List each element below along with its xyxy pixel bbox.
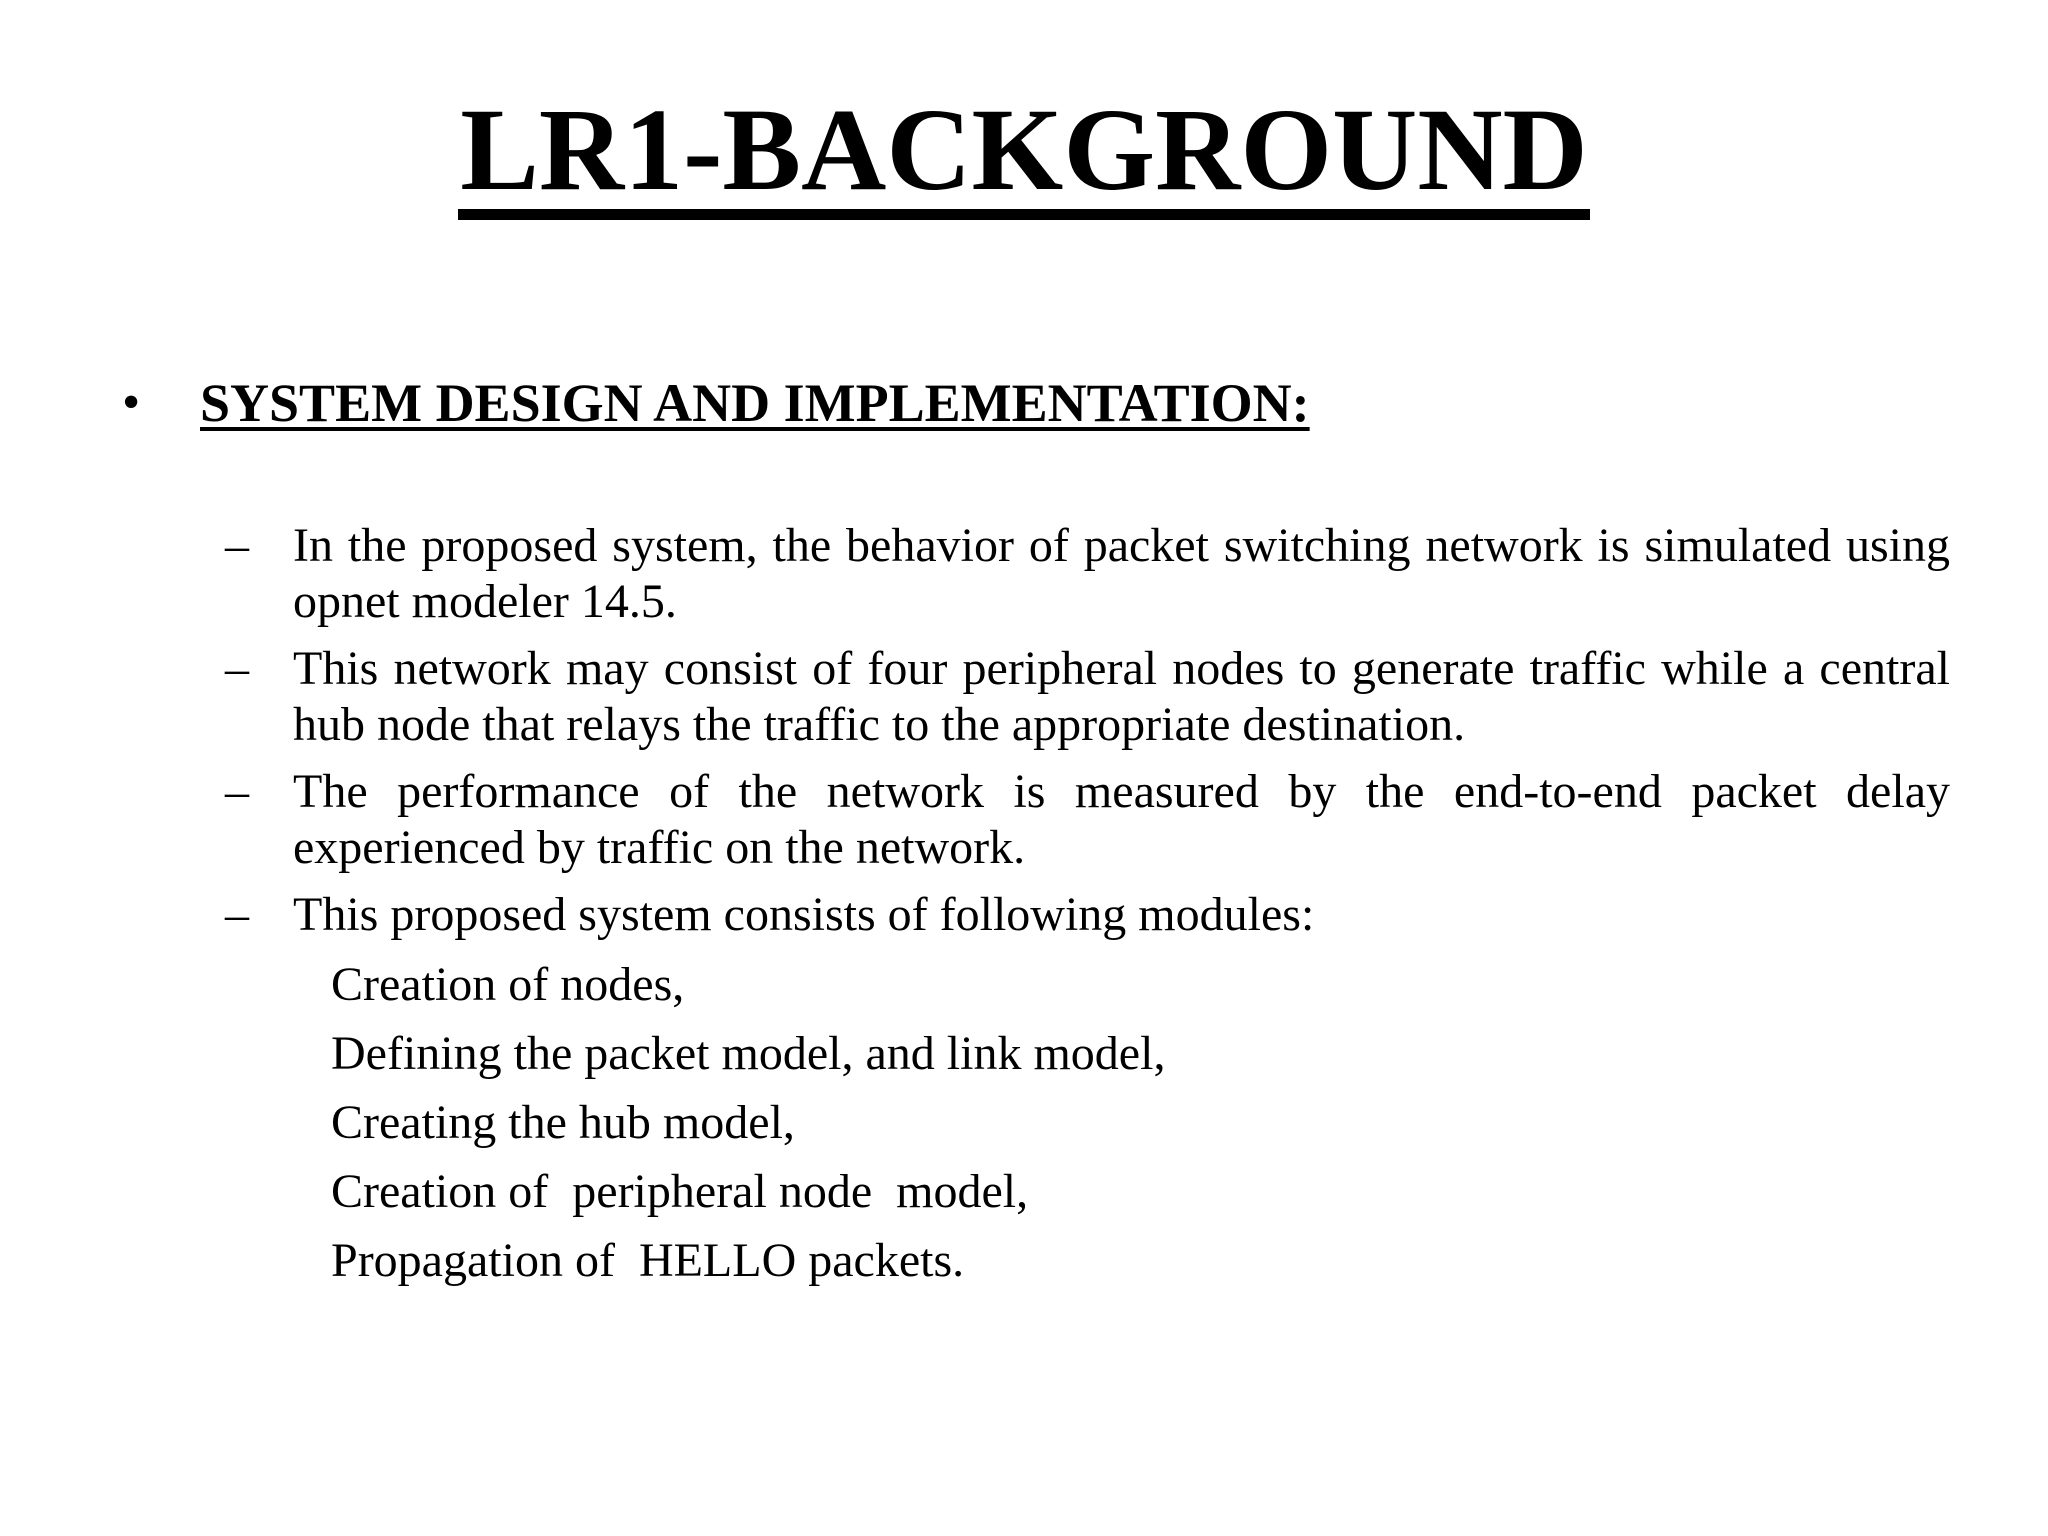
list-item-text: This proposed system consists of following modules: [293, 888, 1315, 941]
slide-title-text: LR1-BACKGROUND [458, 91, 1590, 220]
module-list [331, 950, 1165, 1295]
dash-icon: – [225, 519, 249, 572]
list-item-text: This network may consist of four peripheral nodes to generate traffic while a central hub node that relays the traffic to the appropriate destination. [293, 642, 1950, 751]
module-item: Creation of nodes, [331, 958, 685, 1011]
dash-icon: – [225, 888, 249, 941]
list-item [215, 641, 1950, 753]
list-item-text: The performance of the network is measured by the end-to-end packet delay experienced by traffic on the network. [293, 765, 1950, 874]
module-item: Propagation of HELLO packets. [331, 1234, 965, 1287]
module-item: Creating the hub model, [331, 1096, 795, 1149]
dash-icon: – [225, 765, 249, 818]
dash-icon: – [225, 642, 249, 695]
section-bullet-row [122, 368, 1922, 438]
list-item-text: In the proposed system, the behavior of packet switching network is simulated using opnet modeler 14.5. [293, 519, 1950, 628]
list-item [215, 764, 1950, 876]
slide-title [0, 80, 2048, 220]
module-item: Creation of peripheral node model, [331, 1165, 1029, 1218]
list-item [215, 518, 1950, 630]
section-heading: SYSTEM DESIGN AND IMPLEMENTATION: [200, 373, 1310, 433]
bullet-icon: • [122, 374, 141, 431]
list-item [215, 887, 1950, 943]
module-item: Defining the packet model, and link model, [331, 1027, 1166, 1080]
sub-point-list [215, 518, 1950, 954]
